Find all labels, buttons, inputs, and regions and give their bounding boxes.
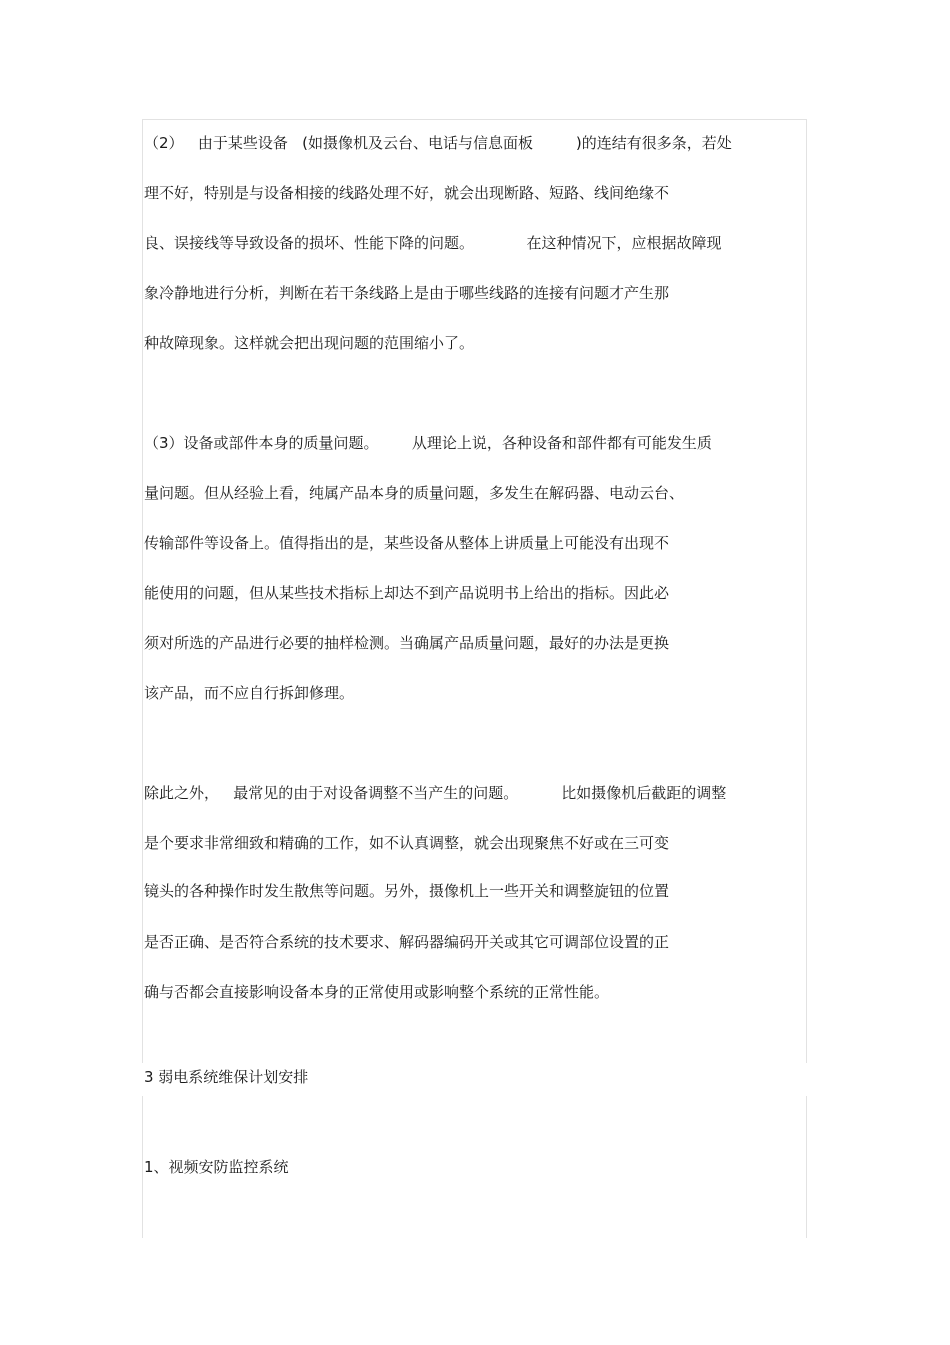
paragraph-line: 种故障现象。这样就会把出现问题的范围缩小了。 (144, 334, 475, 352)
paragraph-line: （2） 由于某些设备 (如摄像机及云台、电话与信息面板 )的连结有很多条，若处 (144, 134, 732, 152)
paragraph-line: 是个要求非常细致和精确的工作，如不认真调整，就会出现聚焦不好或在三可变 (144, 834, 670, 852)
paragraph-line: 理不好，特别是与设备相接的线路处理不好，就会出现断路、短路、线间绝缘不 (144, 184, 670, 202)
frame-right-line-lower (806, 1096, 807, 1238)
paragraph-line: 良、误接线等导致设备的损坏、性能下降的问题。 在这种情况下，应根据故障现 (144, 234, 722, 252)
frame-left-line-upper (142, 119, 143, 1063)
frame-top-line (142, 119, 807, 120)
paragraph-line: 象冷静地进行分析，判断在若干条线路上是由于哪些线路的连接有问题才产生那 (144, 284, 670, 302)
frame-right-line-upper (806, 119, 807, 1063)
section-heading: 3 弱电系统维保计划安排 (144, 1068, 309, 1086)
paragraph-line: 能使用的问题，但从某些技术指标上却达不到产品说明书上给出的指标。因此必 (144, 584, 670, 602)
paragraph-line: 传输部件等设备上。值得指出的是，某些设备从整体上讲质量上可能没有出现不 (144, 534, 670, 552)
paragraph-line: 是否正确、是否符合系统的技术要求、解码器编码开关或其它可调部位设置的正 (144, 933, 670, 951)
paragraph-line: 除此之外， 最常见的由于对设备调整不当产生的问题。 比如摄像机后截距的调整 (144, 784, 727, 802)
paragraph-line: 量问题。但从经验上看，纯属产品本身的质量问题，多发生在解码器、电动云台、 (144, 484, 685, 502)
paragraph-line: 该产品，而不应自行拆卸修理。 (144, 684, 355, 702)
paragraph-line: 镜头的各种操作时发生散焦等问题。另外，摄像机上一些开关和调整旋钮的位置 (144, 882, 670, 900)
paragraph-line: 确与否都会直接影响设备本身的正常使用或影响整个系统的正常性能。 (144, 983, 610, 1001)
frame-left-line-lower (142, 1096, 143, 1238)
paragraph-line: 须对所选的产品进行必要的抽样检测。当确属产品质量问题，最好的办法是更换 (144, 634, 670, 652)
paragraph-line: （3）设备或部件本身的质量问题。 从理论上说，各种设备和部件都有可能发生质 (144, 434, 712, 452)
subsection-heading: 1、视频安防监控系统 (144, 1158, 289, 1176)
